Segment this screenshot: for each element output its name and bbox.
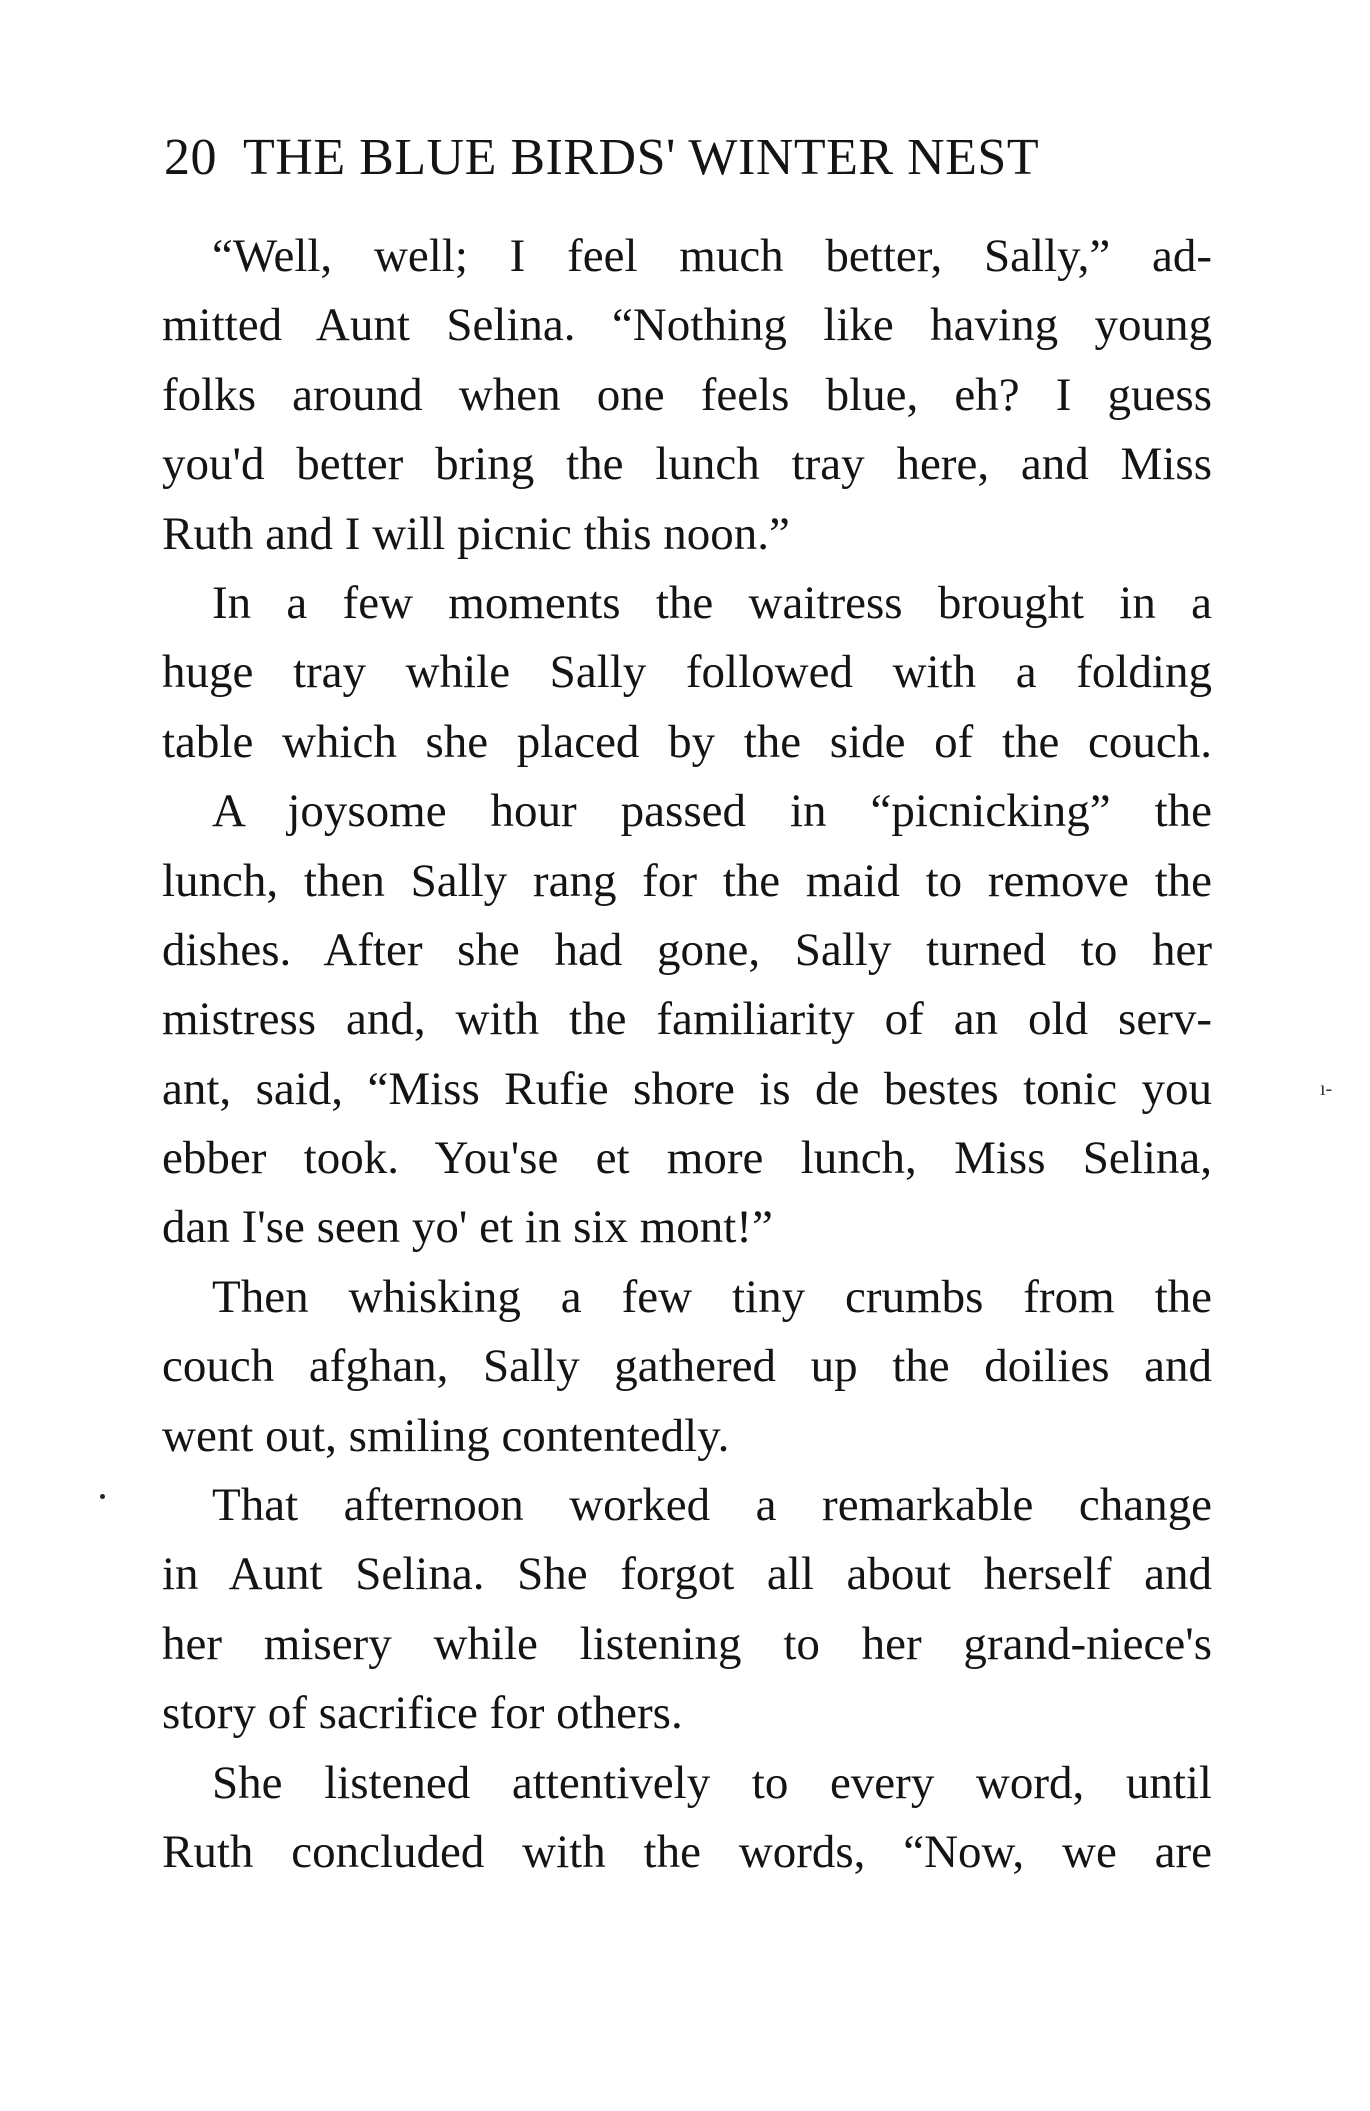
running-title: THE BLUE BIRDS' WINTER NEST xyxy=(243,129,1040,186)
text-line: dan I'se seen yo' et in six mont!” xyxy=(162,1201,773,1254)
running-head xyxy=(164,126,1224,190)
text-line: table which she placed by the side of the couch. xyxy=(162,715,1212,768)
text-line: ebber took. You'se et more lunch, Miss Selina, xyxy=(162,1132,1212,1185)
text-line: went out, smiling contentedly. xyxy=(162,1409,730,1462)
page-number: 20 xyxy=(164,129,217,186)
text-line: Ruth and I will picnic this noon.” xyxy=(162,507,790,560)
text-line: That afternoon worked a remarkable change xyxy=(212,1479,1212,1532)
text-line: huge tray while Sally followed with a folding xyxy=(162,646,1212,699)
text-line: her misery while listening to her grand-niece's xyxy=(162,1617,1212,1670)
text-line: mistress and, with the familiarity of an old serv- xyxy=(162,993,1212,1046)
text-line: A joysome hour passed in “picnicking” the xyxy=(212,785,1212,838)
text-line: folks around when one feels blue, eh? I guess xyxy=(162,368,1212,421)
text-line: dishes. After she had gone, Sally turned to her xyxy=(162,923,1212,976)
text-line: in Aunt Selina. She forgot all about herself and xyxy=(162,1548,1212,1601)
text-line: lunch, then Sally rang for the maid to remove the xyxy=(162,854,1212,907)
body-text xyxy=(162,222,1212,1887)
text-line: Ruth concluded with the words, “Now, we are xyxy=(162,1825,1212,1878)
text-line: mitted Aunt Selina. “Nothing like having young xyxy=(162,299,1212,352)
text-line: ant, said, “Miss Rufie shore is de bestes tonic you xyxy=(162,1062,1212,1115)
text-line: “Well, well; I feel much better, Sally,” ad- xyxy=(212,230,1212,282)
text-line: In a few moments the waitress brought in a xyxy=(212,576,1212,629)
text-line: couch afghan, Sally gathered up the doilies and xyxy=(162,1340,1212,1393)
text-line: story of sacrifice for others. xyxy=(162,1687,683,1740)
ink-speck xyxy=(100,1494,105,1499)
text-line: you'd better bring the lunch tray here, and Miss xyxy=(162,438,1212,491)
text-line: She listened attentively to every word, until xyxy=(212,1756,1212,1809)
margin-mark: ı- xyxy=(1320,1078,1333,1100)
text-line: Then whisking a few tiny crumbs from the xyxy=(212,1270,1212,1323)
